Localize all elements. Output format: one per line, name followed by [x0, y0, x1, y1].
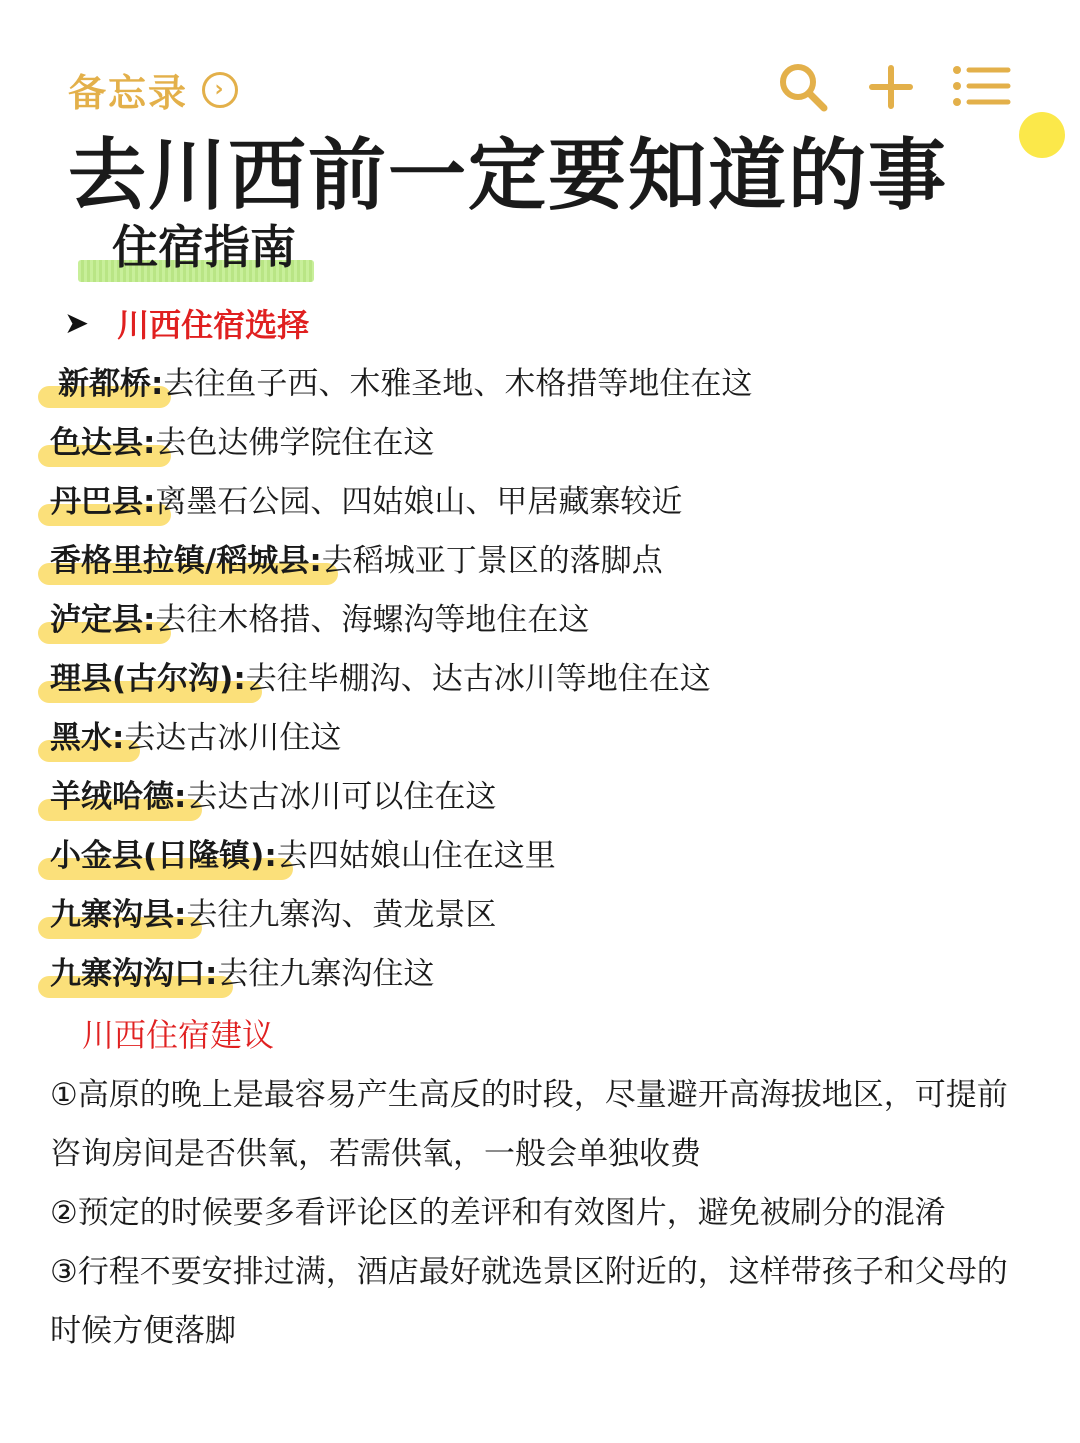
- list-item: [50, 709, 1050, 768]
- page-title: 去川西前一定要知道的事: [68, 131, 949, 221]
- place-name: 泸定县:: [50, 602, 156, 638]
- place-note: 去达古冰川住这: [124, 720, 342, 756]
- place-name: 香格里拉镇/稻城县:: [50, 543, 322, 579]
- back-label: 备忘录: [68, 71, 189, 115]
- add-button[interactable]: [868, 60, 914, 112]
- subtitle: 住宿指南: [112, 220, 296, 274]
- place-note: 去色达佛学院住在这: [155, 425, 435, 461]
- list-item: [50, 414, 1050, 473]
- place-note: 去四姑娘山住在这里: [276, 838, 556, 874]
- place-note: 去往木格措、海螺沟等地住在这: [155, 602, 590, 638]
- place-name: 九寨沟县:: [50, 897, 187, 933]
- list-item: [50, 768, 1050, 827]
- list-item: [50, 473, 1050, 532]
- list-item: [50, 827, 1050, 886]
- place-note: 离墨石公园、四姑娘山、甲居藏寨较近: [155, 484, 683, 520]
- list-item: [50, 355, 1050, 414]
- place-name: 羊绒哈德:: [50, 779, 187, 815]
- back-button[interactable]: [68, 62, 238, 117]
- list-icon: [952, 60, 1012, 112]
- list-item: [50, 532, 1050, 591]
- lodging-list: [50, 355, 1050, 1004]
- tips-list: [50, 1066, 1030, 1361]
- section-lodging-advice: 川西住宿建议: [82, 1016, 275, 1054]
- list-button[interactable]: [952, 60, 1012, 112]
- place-name: 小金县(日隆镇):: [50, 838, 277, 874]
- place-note: 去往鱼子西、木雅圣地、木格措等地住在这: [163, 366, 753, 402]
- subtitle-block: [78, 216, 318, 286]
- top-toolbar: [0, 0, 1080, 120]
- place-note: 去往九寨沟住这: [217, 956, 435, 992]
- place-name: 色达县:: [50, 425, 156, 461]
- place-note: 去往毕棚沟、达古冰川等地住在这: [245, 661, 711, 697]
- place-note: 去达古冰川可以住在这: [186, 779, 497, 815]
- place-note: 去稻城亚丁景区的落脚点: [321, 543, 663, 579]
- place-name: 黑水:: [50, 720, 125, 756]
- list-item: [50, 945, 1050, 1004]
- list-item: [50, 886, 1050, 945]
- plus-icon: [868, 60, 914, 112]
- section-lodging-choice: [64, 300, 309, 346]
- place-name: 理县(古尔沟):: [50, 661, 246, 697]
- chevron-right-icon: ›: [202, 72, 238, 108]
- search-icon: [776, 60, 830, 114]
- tip-item: ②预定的时候要多看评论区的差评和有效图片，避免被刷分的混淆: [50, 1195, 946, 1231]
- search-button[interactable]: [776, 60, 830, 114]
- place-name: 新都桥:: [58, 366, 164, 402]
- list-item: [50, 650, 1050, 709]
- tip-item: ①高原的晚上是最容易产生高反的时段，尽量避开高海拔地区，可提前咨询房间是否供氧，若需供氧，一般会单独收费: [50, 1077, 1008, 1172]
- place-note: 去往九寨沟、黄龙景区: [186, 897, 497, 933]
- place-name: 九寨沟沟口:: [50, 956, 218, 992]
- arrow-right-icon: ➤: [64, 305, 90, 341]
- tip-item: ③行程不要安排过满，酒店最好就选景区附近的，这样带孩子和父母的时候方便落脚: [50, 1254, 1008, 1349]
- list-item: [50, 591, 1050, 650]
- section-heading: 川西住宿选择: [117, 306, 310, 344]
- place-name: 丹巴县:: [50, 484, 156, 520]
